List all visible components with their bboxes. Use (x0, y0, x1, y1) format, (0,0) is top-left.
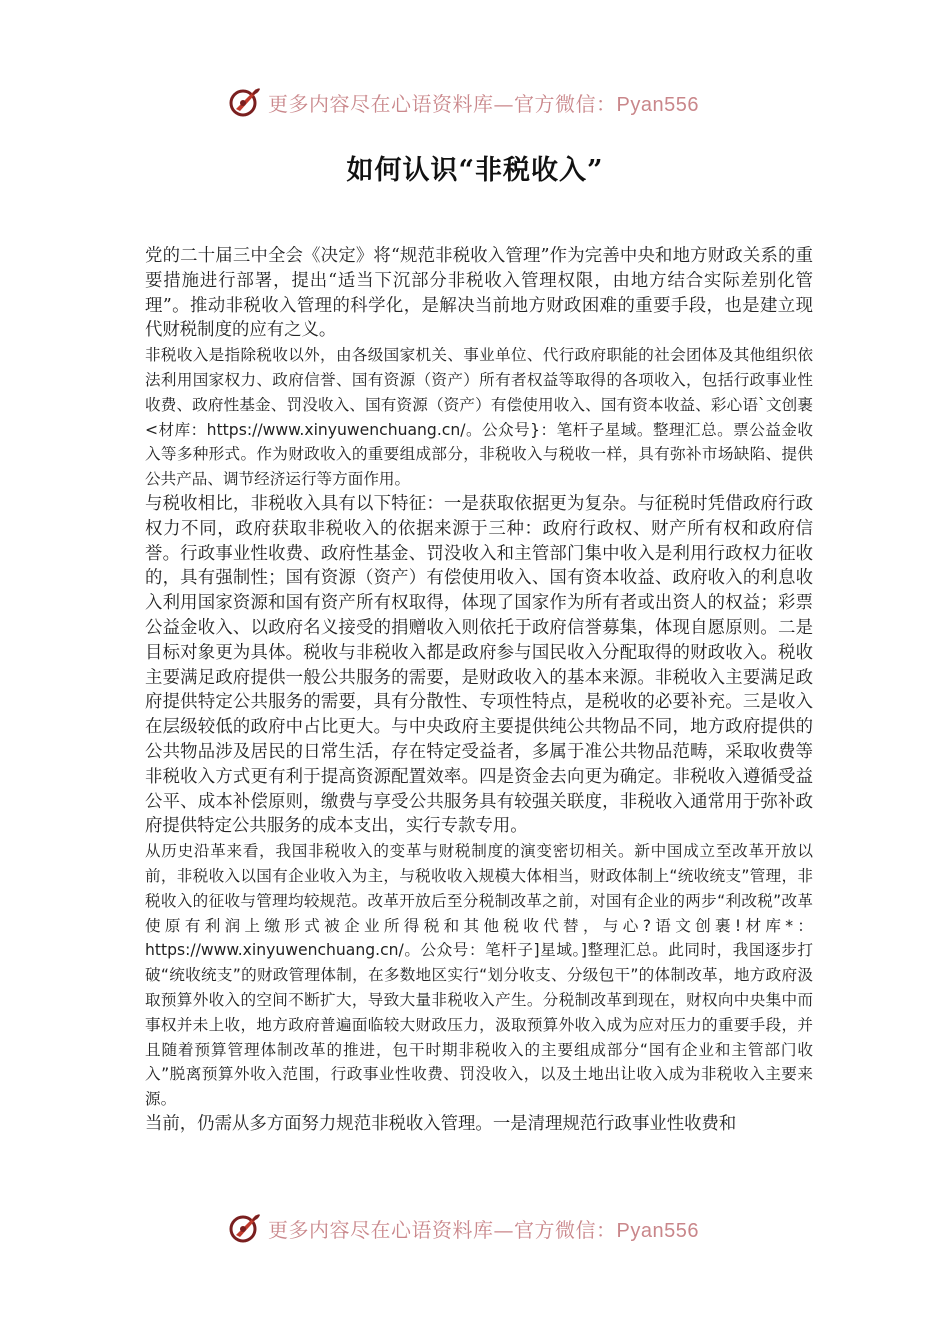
paragraph-5: 当前，仍需从多方面努力规范非税收入管理。一是清理规范行政事业性收费和 (145, 1113, 737, 1134)
article-body (145, 244, 813, 1137)
banner-handle: Pyan556 (616, 1219, 699, 1242)
page-title: 如何认识“非税收入” (346, 155, 604, 186)
footer-banner (228, 1208, 728, 1248)
quill-logo-icon (228, 85, 262, 119)
paragraph-1: 党的二十届三中全会《决定》将“规范非税收入管理”作为完善中央和地方财政关系的重要措施进行部署，提出“适当下沉部分非税收入管理权限，由地方结合实际差别化管理”。推动非税收入管理的科学化，是解决当前地方财政困难的重要手段，也是建立现代财税制度的应有之义。 (145, 246, 813, 341)
banner-text: 更多内容尽在心语资料库—官方微信：Pyan556 (268, 91, 699, 116)
banner-text: 更多内容尽在心语资料库—官方微信：Pyan556 (268, 1217, 699, 1242)
banner-handle: Pyan556 (616, 93, 699, 116)
paragraph-3: 与税收相比，非税收入具有以下特征：一是获取依据更为复杂。与征税时凭借政府行政权力不同，政府获取非税收入的依据来源于三种：政府行政权、财产所有权和政府信誉。行政事业性收费、政府性基金、罚没收入和主管部门集中收入是利用行政权力征收的，具有强制性；国有资源（资产）有偿使用收入、国有资本收益、政府收入的利息收入利用国家资源和国有资产所有权取得，体现了国家作为所有者或出资人的权益；彩票公益金收入、以政府名义接受的捐赠收入则依托于政府信誉募集，体现自愿原则。二是目标对象更为具体。税收与非税收入都是政府参与国民收入分配取得的财政收入。税收主要满足政府提供一般公共服务的需要，是财政收入的基本来源。非税收入主要满足政府提供特定公共服务的需要，具有分散性、专项性特点，是税收的必要补充。三是收入在层级较低的政府中占比更大。与中央政府主要提供纯公共物品不同，地方政府提供的公共物品涉及居民的日常生活，存在特定受益者，多属于准公共物品范畴，采取收费等非税收入方式更有利于提高资源配置效率。四是资金去向更为确定。非税收入遵循受益公平、成本补偿原则，缴费与享受公共服务具有较强关联度，非税收入通常用于弥补政府提供特定公共服务的成本支出，实行专款专用。 (145, 493, 813, 837)
paragraph-4: 从历史沿革来看，我国非税收入的变革与财税制度的演变密切相关。新中国成立至改革开放以前，非税收入以国有企业收入为主，与税收收入规模大体相当，财政体制上“统收统支”管理，非税收入的征收与管理均较规范。改革开放后至分税制改革之前，对国有企业的两步“利改税”改革使原有利润上缴形式被企业所得税和其他税收代替，与心?语文创裹!材库*：https://www.xinyuwenchuang.cn/。公众号：笔杆子]星域。]整理汇总。此同时，我国逐步打破“统收统支”的财政管理体制，在多数地区实行“划分收支、分级包干”的体制改革，地方政府汲取预算外收入的空间不断扩大，导致大量非税收入产生。分税制改革到现在，财权向中央集中而事权并未上收，地方政府普遍面临较大财政压力，汲取预算外收入成为应对压力的重要手段，并且随着预算管理体制改革的推进，包干时期非税收入的主要组成部分“国有企业和主管部门收入”脱离预算外收入范围，行政事业性收费、罚没收入，以及土地出让收入成为非税收入主要来源。 (145, 842, 813, 1109)
paragraph-2: 非税收入是指除税收以外，由各级国家机关、事业单位、代行政府职能的社会团体及其他组织依法利用国家权力、政府信誉、国有资源（资产）所有者权益等取得的各项收入，包括行政事业性收费、政府性基金、罚没收入、国有资源（资产）有偿使用收入、国有资本收益、彩心语`文创裹<材库：https://www.xinyuwenchuang.cn/。公众号}：笔杆子星域。整理汇总。票公益金收入等多种形式。作为财政收入的重要组成部分，非税收入与税收一样，具有弥补市场缺陷、提供公共产品、调节经济运行等方面作用。 (145, 346, 813, 489)
header-banner (228, 82, 728, 122)
quill-logo-icon (228, 1211, 262, 1245)
